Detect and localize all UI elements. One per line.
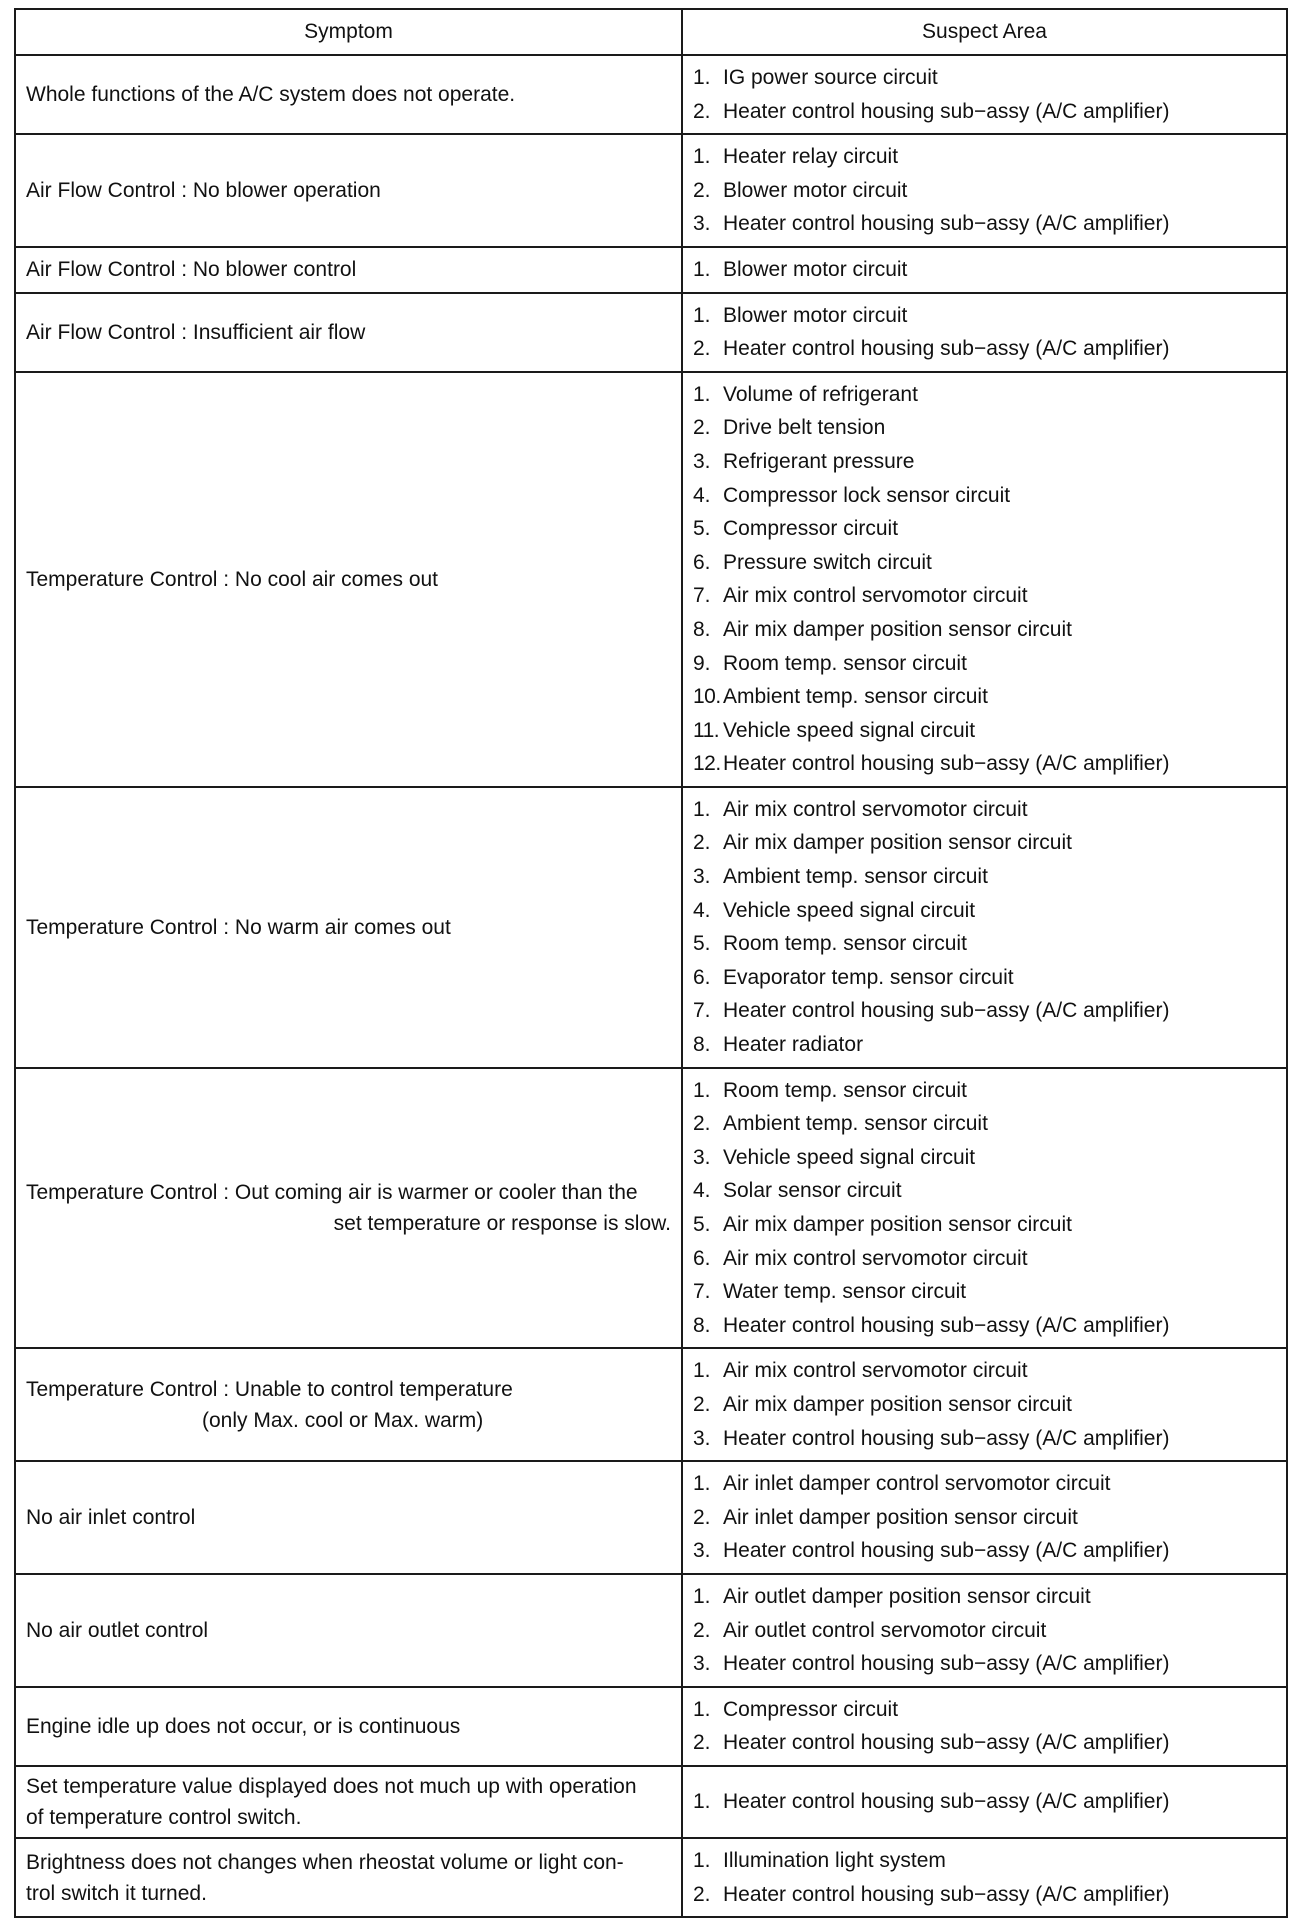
symptom-text-continued: of temperature control switch. <box>26 1805 302 1829</box>
symptom-text: No air outlet control <box>26 1618 209 1642</box>
list-item: 5. Room temp. sensor circuit <box>693 932 967 956</box>
table-row <box>15 1068 1287 1349</box>
table-row <box>15 1766 1287 1838</box>
symptom-cell <box>15 1461 682 1574</box>
suspect-area-list <box>693 1074 1278 1343</box>
table-row <box>15 293 1287 372</box>
list-item: 6. Evaporator temp. sensor circuit <box>693 965 1014 989</box>
symptom-cell <box>15 1766 682 1838</box>
list-item: 2. Ambient temp. sensor circuit <box>693 1112 988 1136</box>
list-item: 6. Air mix control servomotor circuit <box>693 1246 1028 1270</box>
table-row <box>15 1687 1287 1766</box>
table-row <box>15 1574 1287 1687</box>
list-item: 3. Heater control housing sub−assy (A/C amplifier) <box>693 1426 1170 1450</box>
symptom-cell <box>15 372 682 787</box>
suspect-area-list <box>693 1785 1278 1819</box>
symptom-text: Brightness does not changes when rheostat volume or light con- <box>26 1850 624 1874</box>
list-item: 3. Ambient temp. sensor circuit <box>693 865 988 889</box>
list-item: 1. Heater control housing sub−assy (A/C amplifier) <box>693 1790 1170 1814</box>
list-item: 3. Heater control housing sub−assy (A/C amplifier) <box>693 1652 1170 1676</box>
list-item: 2. Heater control housing sub−assy (A/C amplifier) <box>693 1731 1170 1755</box>
list-item: 8. Air mix damper position sensor circuit <box>693 617 1072 641</box>
symptom-cell <box>15 247 682 293</box>
list-item: 2. Air outlet control servomotor circuit <box>693 1618 1047 1642</box>
symptom-text: Air Flow Control : Insufficient air flow <box>26 320 366 344</box>
symptom-text: Air Flow Control : No blower operation <box>26 179 381 203</box>
suspect-area-cell <box>682 1838 1287 1917</box>
symptom-text-continued: trol switch it turned. <box>26 1881 207 1905</box>
list-item: 3. Heater control housing sub−assy (A/C amplifier) <box>693 212 1170 236</box>
suspect-area-cell <box>682 372 1287 787</box>
symptom-cell <box>15 1574 682 1687</box>
suspect-area-list <box>693 378 1278 781</box>
table-row <box>15 1348 1287 1461</box>
suspect-area-list <box>693 140 1278 241</box>
table-row <box>15 55 1287 134</box>
symptom-cell <box>15 1068 682 1349</box>
symptom-text-continued: set temperature or response is slow. <box>333 1212 671 1235</box>
table-row <box>15 1838 1287 1917</box>
symptom-text: Engine idle up does not occur, or is continuous <box>26 1714 461 1738</box>
table-row <box>15 134 1287 247</box>
list-item: 6. Pressure switch circuit <box>693 550 932 574</box>
list-item: 2. Air mix damper position sensor circuit <box>693 1392 1072 1416</box>
suspect-area-cell <box>682 1348 1287 1461</box>
list-item: 2. Air inlet damper position sensor circuit <box>693 1505 1078 1529</box>
suspect-area-list <box>693 1580 1278 1681</box>
table-row <box>15 787 1287 1068</box>
list-item: 2. Heater control housing sub−assy (A/C amplifier) <box>693 99 1170 123</box>
list-item: 3. Refrigerant pressure <box>693 449 915 473</box>
list-item: 12. Heater control housing sub−assy (A/C amplifier) <box>693 752 1170 776</box>
list-item: 1. Room temp. sensor circuit <box>693 1078 967 1102</box>
list-item: 2. Drive belt tension <box>693 416 886 440</box>
table-row <box>15 1461 1287 1574</box>
list-item: 2. Heater control housing sub−assy (A/C amplifier) <box>693 1882 1170 1906</box>
suspect-area-cell <box>682 1687 1287 1766</box>
list-item: 1. Illumination light system <box>693 1848 946 1872</box>
symptom-header: Symptom <box>15 9 682 55</box>
list-item: 8. Heater control housing sub−assy (A/C amplifier) <box>693 1313 1170 1337</box>
list-item: 7. Water temp. sensor circuit <box>693 1280 967 1304</box>
suspect-area-cell <box>682 293 1287 372</box>
symptom-cell <box>15 1687 682 1766</box>
symptom-text: Temperature Control : No cool air comes out <box>26 567 439 591</box>
symptom-cell <box>15 55 682 134</box>
list-item: 1. Air mix control servomotor circuit <box>693 1359 1028 1383</box>
suspect-area-cell <box>682 55 1287 134</box>
list-item: 2. Air mix damper position sensor circuit <box>693 831 1072 855</box>
list-item: 1. Compressor circuit <box>693 1697 899 1721</box>
list-item: 1. Air outlet damper position sensor circuit <box>693 1584 1091 1608</box>
symptom-cell <box>15 134 682 247</box>
suspect-area-cell <box>682 1068 1287 1349</box>
symptom-text-continued: (only Max. cool or Max. warm) <box>202 1408 484 1432</box>
list-item: 4. Solar sensor circuit <box>693 1179 902 1203</box>
list-item: 9. Room temp. sensor circuit <box>693 651 967 675</box>
symptom-text: Temperature Control : Out coming air is warmer or cooler than the <box>26 1181 638 1204</box>
symptom-cell <box>15 293 682 372</box>
suspect-area-cell <box>682 134 1287 247</box>
symptom-table <box>14 8 1288 1918</box>
suspect-area-list <box>693 1844 1278 1911</box>
symptom-text: Whole functions of the A/C system does not operate. <box>26 83 516 107</box>
symptom-cell <box>15 787 682 1068</box>
symptom-text: Temperature Control : No warm air comes out <box>26 915 451 939</box>
suspect-area-list <box>693 1354 1278 1455</box>
suspect-area-list <box>693 299 1278 366</box>
list-item: 1. Air mix control servomotor circuit <box>693 797 1028 821</box>
symptom-text: Set temperature value displayed does not much up with operation <box>26 1774 637 1798</box>
suspect-area-list <box>693 793 1278 1062</box>
list-item: 1. Blower motor circuit <box>693 303 908 327</box>
list-item: 1. Volume of refrigerant <box>693 382 918 406</box>
list-item: 1. Blower motor circuit <box>693 257 908 281</box>
suspect-area-list <box>693 1467 1278 1568</box>
suspect-area-cell <box>682 787 1287 1068</box>
list-item: 3. Heater control housing sub−assy (A/C amplifier) <box>693 1539 1170 1563</box>
list-item: 3. Vehicle speed signal circuit <box>693 1145 976 1169</box>
symptom-text: No air inlet control <box>26 1506 196 1530</box>
suspect-area-header: Suspect Area <box>682 9 1287 55</box>
table-row <box>15 372 1287 787</box>
suspect-area-cell <box>682 247 1287 293</box>
list-item: 10. Ambient temp. sensor circuit <box>693 685 988 709</box>
list-item: 7. Heater control housing sub−assy (A/C amplifier) <box>693 999 1170 1023</box>
list-item: 1. IG power source circuit <box>693 66 938 89</box>
symptom-text: Temperature Control : Unable to control temperature <box>26 1377 513 1401</box>
list-item: 1. Air inlet damper control servomotor circuit <box>693 1472 1111 1496</box>
list-item: 1. Heater relay circuit <box>693 145 899 169</box>
list-item: 4. Compressor lock sensor circuit <box>693 483 1011 507</box>
suspect-area-list <box>693 253 1278 287</box>
list-item: 11. Vehicle speed signal circuit <box>693 718 976 742</box>
list-item: 5. Air mix damper position sensor circuit <box>693 1213 1072 1236</box>
suspect-area-list <box>693 1693 1278 1760</box>
suspect-area-cell <box>682 1461 1287 1574</box>
suspect-area-cell <box>682 1574 1287 1687</box>
symptom-text: Air Flow Control : No blower control <box>26 258 357 282</box>
symptom-cell <box>15 1838 682 1917</box>
list-item: 2. Heater control housing sub−assy (A/C amplifier) <box>693 337 1170 361</box>
list-item: 4. Vehicle speed signal circuit <box>693 898 976 922</box>
suspect-area-cell <box>682 1766 1287 1838</box>
list-item: 8. Heater radiator <box>693 1033 864 1057</box>
suspect-area-list <box>693 61 1278 128</box>
list-item: 7. Air mix control servomotor circuit <box>693 584 1028 608</box>
list-item: 2. Blower motor circuit <box>693 178 908 202</box>
list-item: 5. Compressor circuit <box>693 517 899 541</box>
header-row <box>15 9 1287 55</box>
symptom-cell <box>15 1348 682 1461</box>
table-row <box>15 247 1287 293</box>
